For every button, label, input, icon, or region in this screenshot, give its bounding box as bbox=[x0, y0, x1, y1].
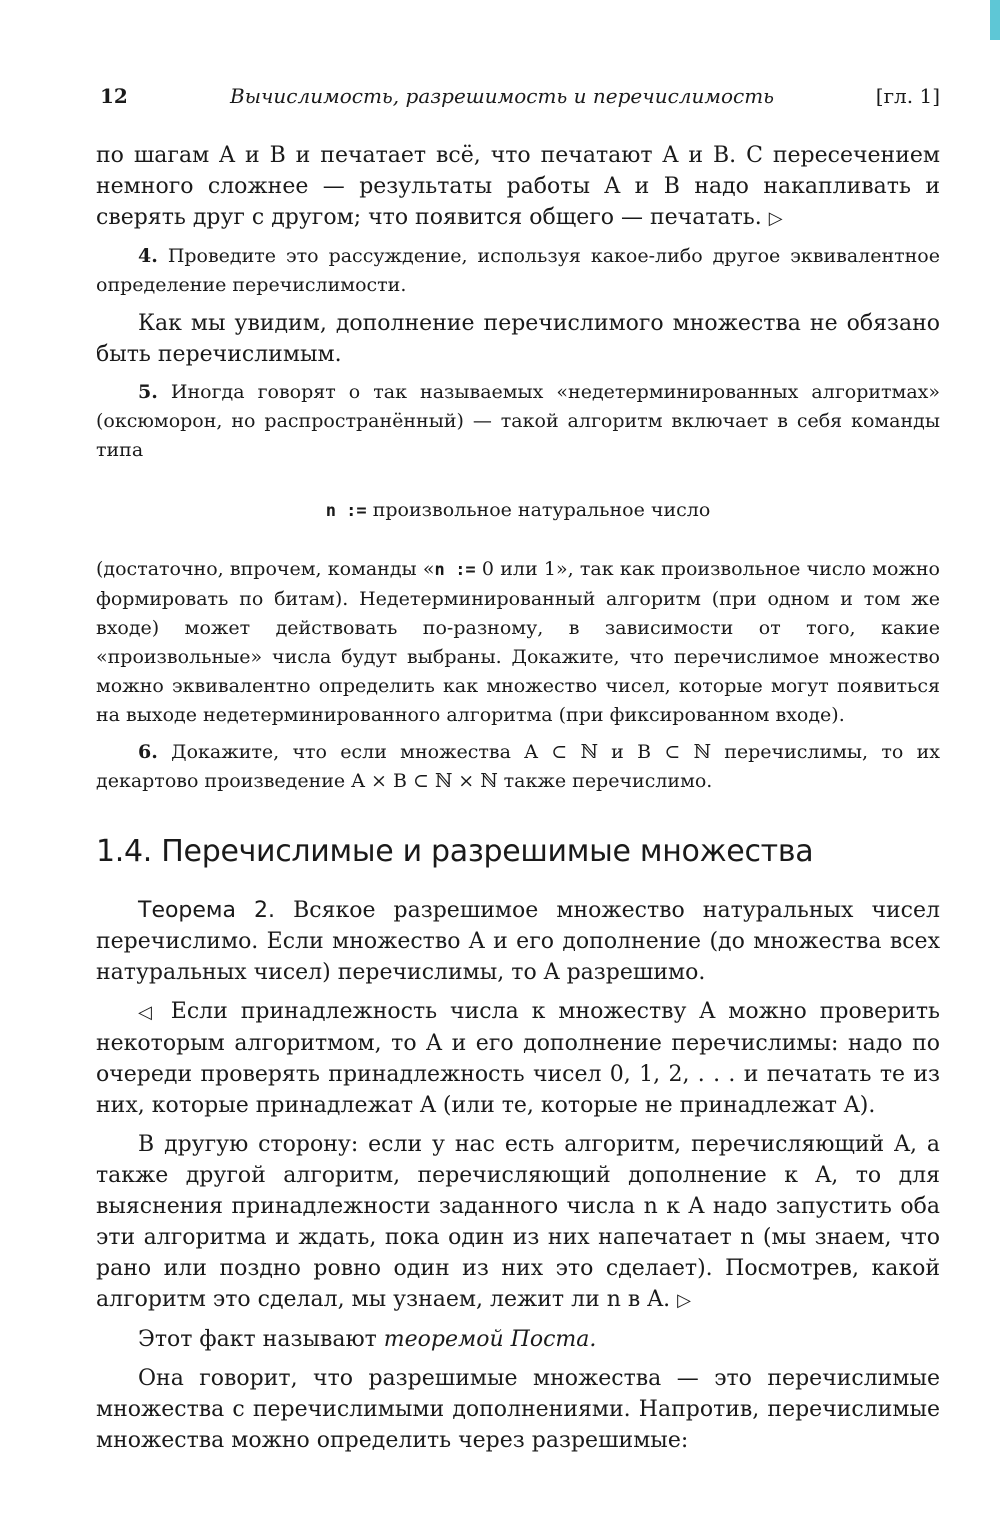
running-header bbox=[100, 84, 940, 116]
formula-text: произвольное натуральное число bbox=[372, 499, 711, 521]
section-heading: 1.4. Перечислимые и разрешимые множества bbox=[96, 834, 814, 869]
paragraph-text: Этот факт называют bbox=[138, 1327, 377, 1352]
paragraph-text: (достаточно, впрочем, команды « bbox=[96, 558, 435, 580]
exercise-number: 6. bbox=[138, 741, 158, 763]
page-edge-marker bbox=[990, 0, 1000, 40]
paragraph-complement: Как мы увидим, дополнение перечислимого множества не обязано быть перечислимым. bbox=[96, 311, 940, 367]
paragraph-continuation bbox=[96, 140, 940, 234]
page-body bbox=[96, 140, 940, 1456]
theorem-name: теоремой Поста. bbox=[383, 1327, 597, 1352]
exercise-number: 4. bbox=[138, 245, 158, 267]
paragraph-text: В другую сторону: если у нас есть алгоритм, перечисляющий A, а также другой алгоритм, перечисляющий дополнение к A, то для выяснения принадлежности заданного числа n к A надо запустить оба эти алгоритма и ждать, пока один из них напечатает n (мы знаем, что рано или поздно ровно один из них это сделает). Посмотрев, какой алгоритм это сделал, мы узнаем, лежит ли n в A. bbox=[96, 1132, 940, 1312]
proof-start-mark: ◁ bbox=[138, 1002, 158, 1023]
exercise-6 bbox=[96, 738, 940, 796]
paragraph-text: по шагам A и B и печатает всё, что печатают A и B. С пересечением немного сложнее — результаты работы A и B надо накапливать и сверять друг с другом; что появится общего — печатать. bbox=[96, 143, 940, 230]
exercise-4 bbox=[96, 242, 940, 300]
chapter-label: [гл. 1] bbox=[875, 84, 940, 108]
exercise-5-continuation bbox=[96, 555, 940, 730]
exercise-5 bbox=[96, 378, 940, 465]
proof-paragraph-2 bbox=[96, 1129, 940, 1316]
paragraph-text: 0 или 1», так как произвольное число можно формировать по битам). Недетерминированный алгоритм (при одном и том же входе) может действовать по-разному, в зависимости от того, какие «произвольные» числа будут выбраны. Докажите, что перечислимое множество можно эквивалентно определить как множество чисел, которые могут появиться на выходе недетерминированного алгоритма (при фиксированном входе). bbox=[96, 558, 940, 726]
exercise-text: Иногда говорят о так называемых «недетерминированных алгоритмах» (оксюморон, но распространённый) — такой алгоритм включает в себя команды типа bbox=[96, 381, 940, 461]
display-formula bbox=[96, 499, 940, 521]
theorem-2 bbox=[96, 895, 940, 988]
page-number: 12 bbox=[100, 84, 128, 108]
formula-code: n := bbox=[325, 501, 367, 521]
theorem-text: Всякое разрешимое множество натуральных чисел перечислимо. Если множество A и его дополнение (до множества всех натуральных чисел) перечислимы, то A разрешимо. bbox=[96, 898, 940, 985]
exercise-text: Докажите, что если множества A ⊂ ℕ и B ⊂ ℕ перечислимы, то их декартово произведение A × B ⊂ ℕ × ℕ также перечислимо. bbox=[96, 741, 940, 792]
theorem-label: Теорема 2. bbox=[138, 898, 276, 923]
running-title: Вычислимость, разрешимость и перечислимость bbox=[230, 84, 775, 108]
inline-code: n := bbox=[434, 560, 476, 580]
exercise-number: 5. bbox=[138, 381, 158, 403]
post-theorem-paragraph bbox=[96, 1324, 940, 1355]
proof-paragraph-1 bbox=[96, 996, 940, 1121]
exercise-text: Проведите это рассуждение, используя какое-либо другое эквивалентное определение перечислимости. bbox=[96, 245, 940, 296]
proof-end-mark: ▷ bbox=[677, 1290, 691, 1311]
paragraph-text: Если принадлежность числа к множеству A можно проверить некоторым алгоритмом, то A и его дополнение перечислимы: надо по очереди проверять принадлежность чисел 0, 1, 2, . . . и печатать те из них, которые принадлежат A (или те, которые не принадлежат A). bbox=[96, 999, 940, 1118]
proof-end-mark: ▷ bbox=[768, 208, 783, 229]
final-paragraph: Она говорит, что разрешимые множества — это перечислимые множества с перечислимыми дополнениями. Напротив, перечислимые множества можно определить через разрешимые: bbox=[96, 1366, 940, 1453]
